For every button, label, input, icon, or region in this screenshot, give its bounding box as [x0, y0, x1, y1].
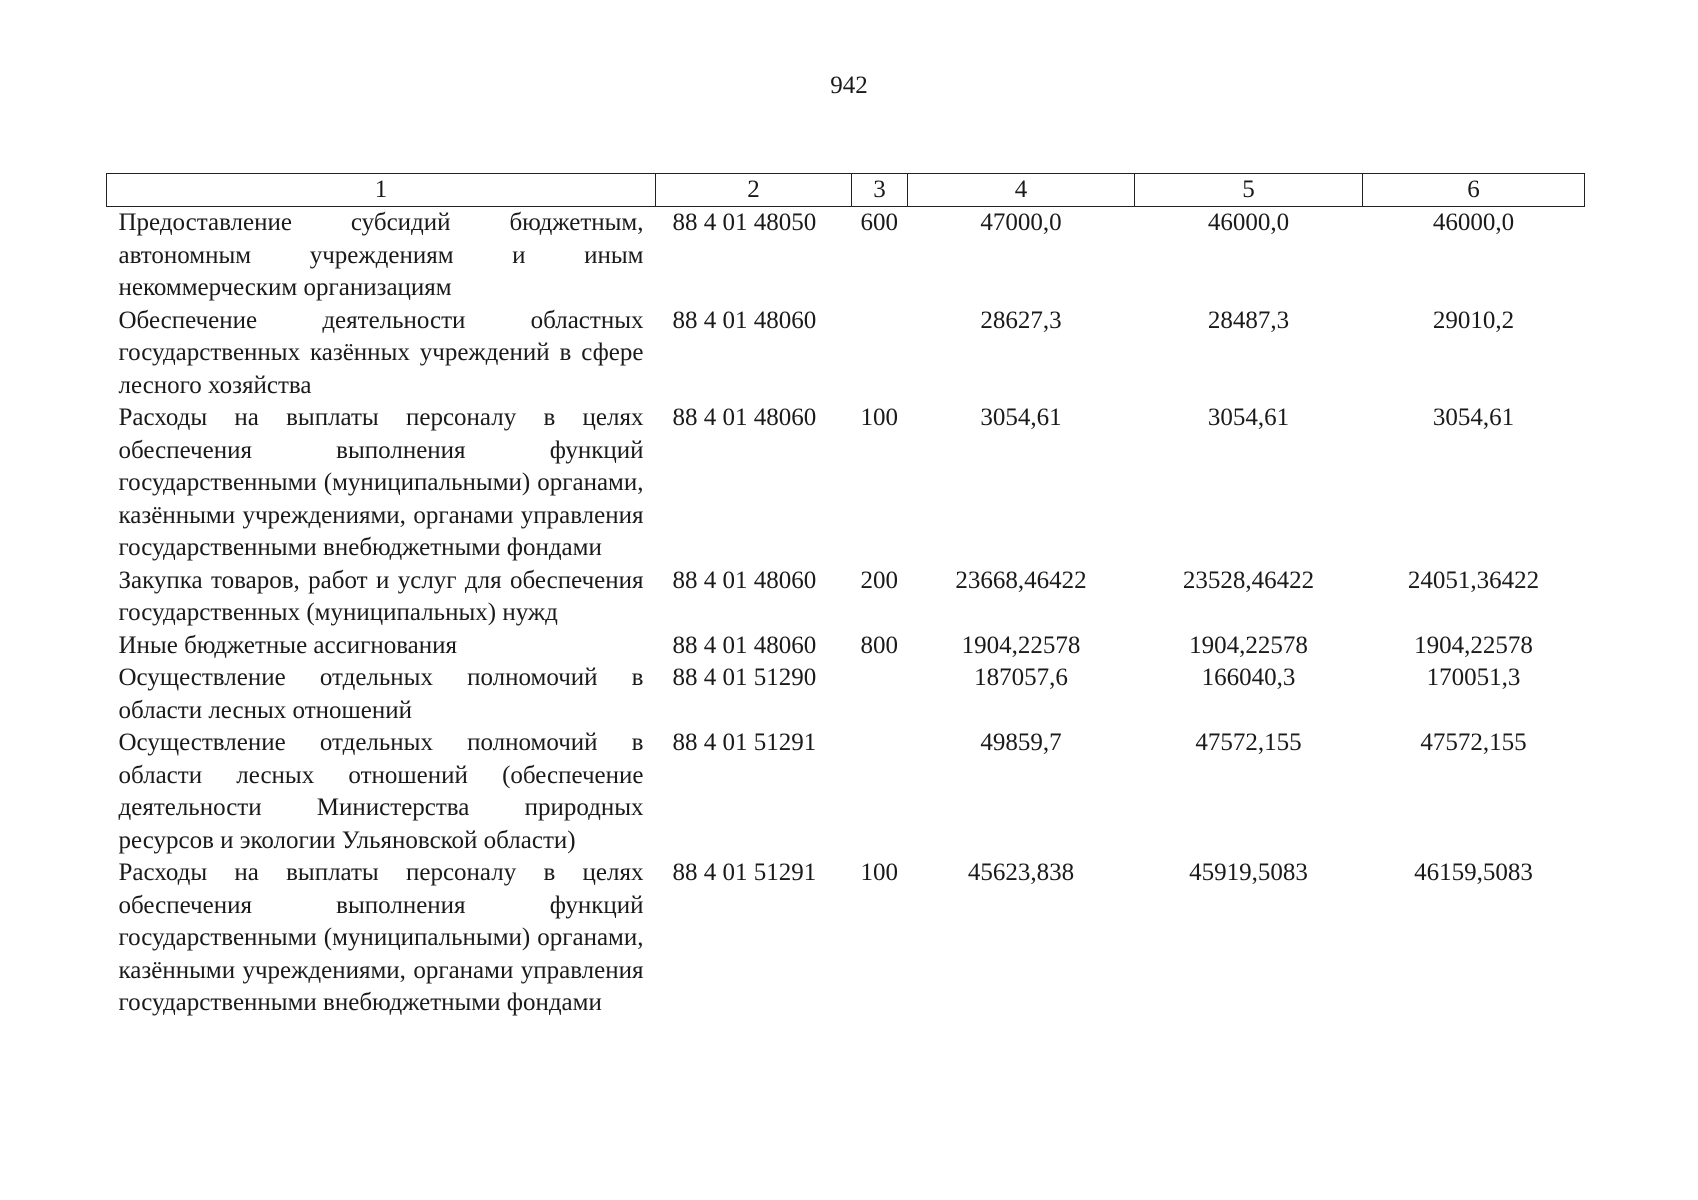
table-row — [107, 857, 1585, 1020]
table-row — [107, 402, 1585, 565]
row-name: Расходы на выплаты персоналу в целях обеспечения выполнения функций государственными (муниципальными) органами, казёнными учреждениями, органами управления государственными внебюджетными фондами — [118, 859, 644, 1016]
row-value-6: 1904,22578 — [1414, 631, 1533, 659]
row-value-5: 166040,3 — [1201, 664, 1296, 691]
row-value-4: 187057,6 — [974, 664, 1068, 691]
row-value-4: 49859,7 — [980, 729, 1062, 756]
page-number: 942 — [830, 72, 868, 99]
header-col-4: 4 — [908, 174, 1135, 207]
row-code: 88 4 01 48050 — [672, 209, 817, 236]
row-code: 88 4 01 48060 — [672, 404, 817, 431]
table-row — [107, 662, 1585, 727]
row-value-5: 47572,155 — [1195, 729, 1302, 756]
table-row — [107, 630, 1585, 663]
row-code: 88 4 01 48060 — [672, 566, 817, 594]
row-name: Осуществление отдельных полномочий в области лесных отношений — [118, 664, 644, 724]
row-name: Осуществление отдельных полномочий в области лесных отношений (обеспечение деятельности Министерства природных ресурсов и экологии Ульяновской области) — [118, 729, 644, 854]
row-value-4: 47000,0 — [980, 209, 1062, 236]
row-code: 88 4 01 48060 — [672, 631, 817, 659]
row-kind — [852, 727, 908, 857]
table-header — [107, 174, 1585, 207]
row-value-4: 45623,838 — [967, 859, 1075, 886]
row-value-4: 3054,61 — [980, 404, 1062, 431]
header-col-6: 6 — [1363, 174, 1585, 207]
row-kind: 100 — [860, 859, 898, 886]
row-value-6: 170051,3 — [1426, 664, 1521, 691]
row-code: 88 4 01 51291 — [672, 859, 817, 886]
row-value-5: 46000,0 — [1207, 209, 1290, 236]
header-col-3: 3 — [852, 174, 908, 207]
row-value-6: 46000,0 — [1432, 209, 1515, 236]
row-value-5: 23528,46422 — [1182, 566, 1315, 594]
row-value-5: 45919,5083 — [1189, 859, 1308, 886]
header-col-5: 5 — [1135, 174, 1363, 207]
row-kind — [852, 305, 908, 403]
table-row — [107, 727, 1585, 857]
row-name: Предоставление субсидий бюджетным, автономным учреждениям и иным некоммерческим организациям — [118, 209, 644, 301]
row-name: Иные бюджетные ассигнования — [118, 631, 458, 659]
row-value-4: 28627,3 — [980, 306, 1062, 334]
row-value-6: 46159,5083 — [1414, 859, 1533, 886]
row-name: Обеспечение деятельности областных государственных казённых учреждений в сфере лесного хозяйства — [118, 306, 644, 399]
table-body — [107, 207, 1585, 1020]
header-row — [107, 174, 1585, 207]
row-value-5: 28487,3 — [1207, 306, 1290, 334]
row-code: 88 4 01 48060 — [672, 306, 817, 334]
row-value-5: 3054,61 — [1207, 404, 1290, 431]
row-value-6: 47572,155 — [1420, 729, 1527, 756]
row-code: 88 4 01 51291 — [672, 729, 817, 756]
row-name: Закупка товаров, работ и услуг для обеспечения государственных (муниципальных) нужд — [118, 566, 644, 626]
table-row — [107, 305, 1585, 403]
row-value-4: 23668,46422 — [955, 566, 1087, 594]
row-kind: 100 — [860, 404, 898, 431]
row-kind: 600 — [860, 209, 898, 236]
table-row — [107, 207, 1585, 305]
row-value-4: 1904,22578 — [961, 631, 1081, 659]
header-col-2: 2 — [656, 174, 852, 207]
row-value-6: 29010,2 — [1432, 306, 1515, 334]
row-value-6: 3054,61 — [1432, 404, 1515, 431]
row-kind: 200 — [860, 566, 898, 594]
row-name: Расходы на выплаты персоналу в целях обеспечения выполнения функций государственными (муниципальными) органами, казёнными учреждениями, органами управления государственными внебюджетными фондами — [118, 404, 644, 561]
row-value-5: 1904,22578 — [1189, 631, 1308, 659]
budget-table — [106, 173, 1585, 1020]
row-kind — [852, 662, 908, 727]
table-row — [107, 565, 1585, 630]
row-code: 88 4 01 51290 — [672, 664, 817, 691]
header-col-1: 1 — [107, 174, 656, 207]
row-value-6: 24051,36422 — [1407, 566, 1540, 594]
row-kind: 800 — [860, 631, 898, 659]
